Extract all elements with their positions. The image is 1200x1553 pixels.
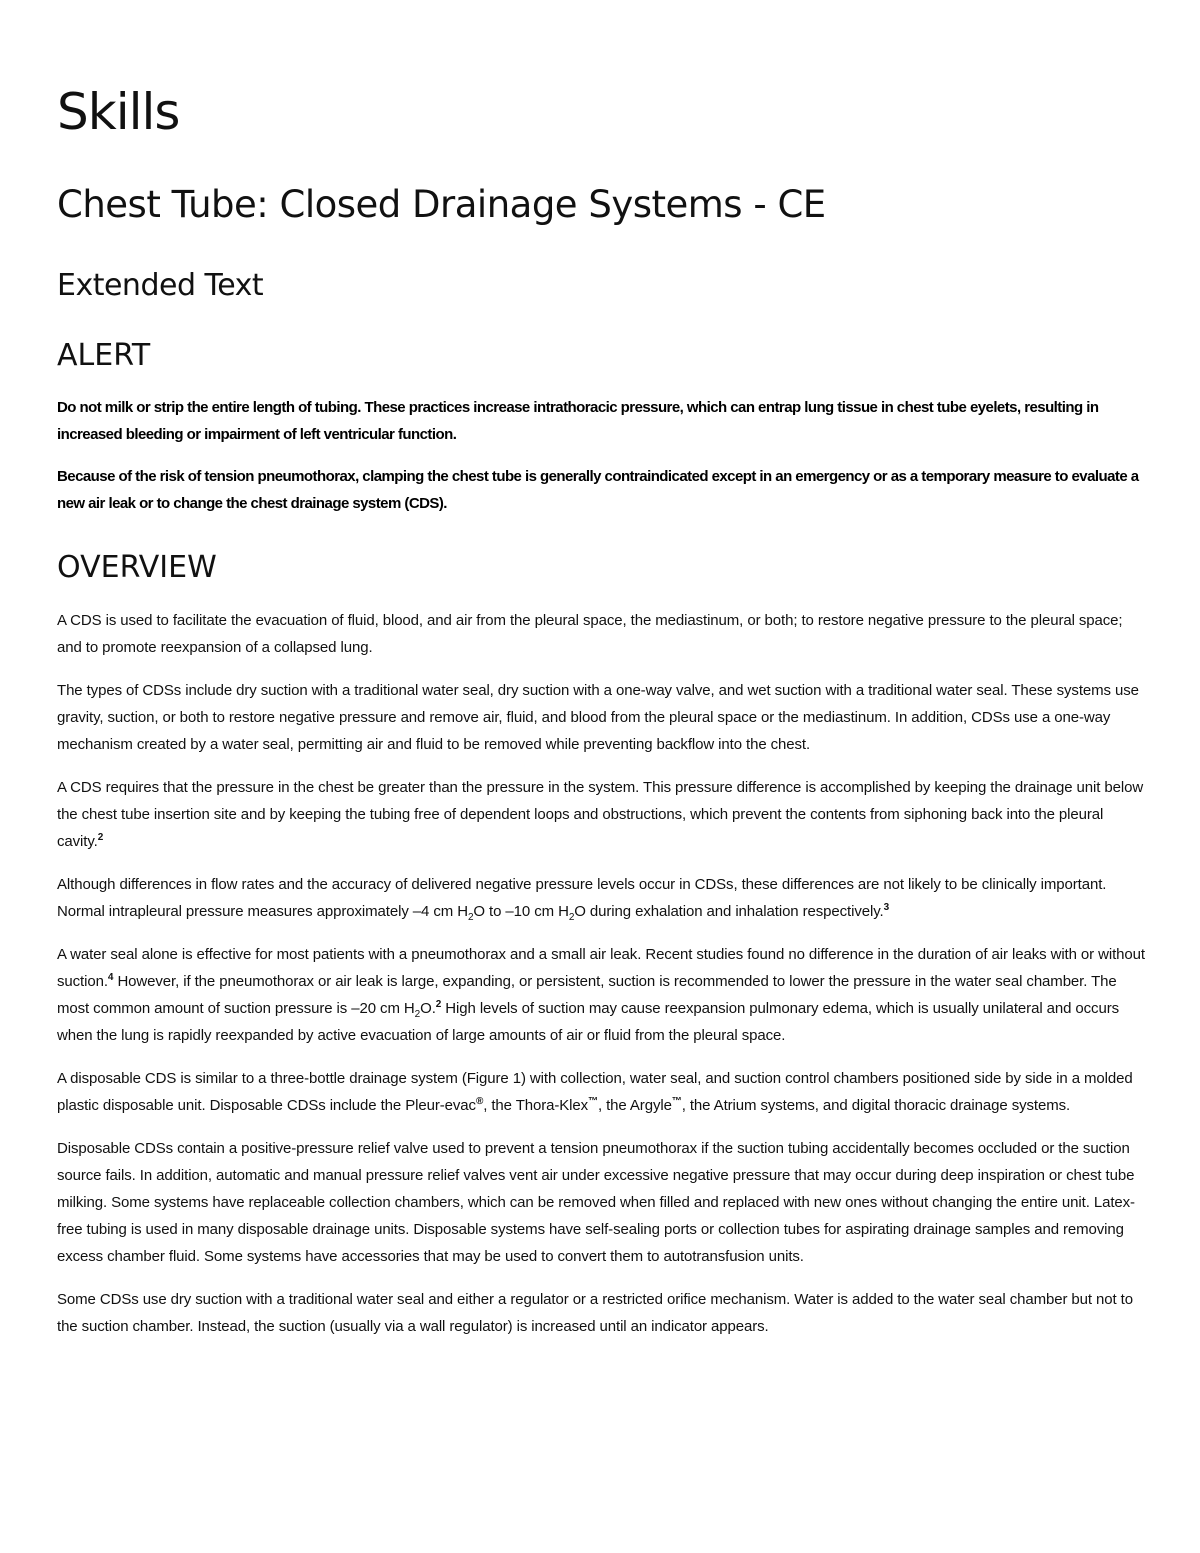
overview-paragraph: A CDS is used to facilitate the evacuation of fluid, blood, and air from the pleural space, the mediastinum, or both; to restore negative pressure to the pleural space; and to promote reexpansion of a collapsed lung. (57, 612, 1123, 656)
subscript: 2 (467, 912, 474, 923)
alert-paragraph: Do not milk or strip the entire length of tubing. These practices increase intrathoracic pressure, which can entrap lung tissue in chest tube eyelets, resulting in increased bleeding or impairment of left ventricular function. (57, 399, 1099, 443)
paragraph-text: A water seal alone is effective for most patients with a pneumothorax and a small air leak. Recent studies found no difference in the duration of air leaks with or without suction. (57, 946, 1145, 990)
trademark-mark: ® (475, 1096, 484, 1107)
paragraph-text: O to –10 cm H (473, 903, 569, 920)
trademark-mark: ™ (588, 1096, 598, 1107)
section-heading: Skills (57, 83, 180, 141)
paragraph-text: , the Atrium systems, and digital thoracic drainage systems. (681, 1097, 1071, 1114)
trademark-mark: ™ (671, 1096, 682, 1107)
paragraph-text: High levels of suction may cause reexpansion pulmonary edema, which is usually unilateral and occurs when the lung is rapidly reexpanded by active evacuation of large amounts of air or fluid from the pleural space. (57, 1000, 1119, 1044)
overview-paragraph: Disposable CDSs contain a positive-pressure relief valve used to prevent a tension pneumothorax if the suction tubing accidentally becomes occluded or the suction source fails. In addition, automatic and manual pressure relief valves vent air under excessive negative pressure that may occur during deep inspiration or chest tube milking. Some systems have replaceable collection chambers, which can be removed when filled and replaced with new ones without changing the entire unit. Latex-free tubing is used in many disposable drainage units. Disposable systems have self-sealing ports or collection tubes for aspirating drainage samples and removing excess chamber fluid. Some systems have accessories that may be used to convert them to autotransfusion units. (57, 1140, 1135, 1265)
reference-link[interactable]: 3 (883, 902, 890, 913)
overview-paragraph (57, 941, 1149, 1049)
paragraph-text: , the Thora-Klex (483, 1097, 589, 1114)
alert-section (57, 394, 1147, 532)
reference-link[interactable]: 2 (435, 999, 442, 1010)
page-title: Chest Tube: Closed Drainage Systems - CE (57, 183, 826, 226)
alert-paragraph: Because of the risk of tension pneumothorax, clamping the chest tube is generally contraindicated except in an emergency or as a temporary measure to evaluate a new air leak or to change the chest drainage system (CDS). (57, 468, 1139, 512)
paragraph-text: A CDS requires that the pressure in the chest be greater than the pressure in the system. This pressure difference is accomplished by keeping the drainage unit below the chest tube insertion site and by keeping the tubing free of dependent loops and obstructions, which prevent the contents from siphoning back into the pleural cavity. (57, 779, 1144, 850)
page-subtitle: Extended Text (57, 268, 264, 303)
overview-paragraph: The types of CDSs include dry suction with a traditional water seal, dry suction with a one-way valve, and wet suction with a traditional water seal. These systems use gravity, suction, or both to restore negative pressure and remove air, fluid, and blood from the pleural space or the mediastinum. In addition, CDSs use a one-way mechanism created by a water seal, permitting air and fluid to be removed while preventing backflow into the chest. (57, 682, 1139, 753)
paragraph-text: A disposable CDS is similar to a three-bottle drainage system (Figure 1) with collection, water seal, and suction control chambers positioned side by side in a molded plastic disposable unit. Disposable CDSs include the Pleur-evac (57, 1070, 1133, 1114)
subscript: 2 (414, 1009, 421, 1020)
overview-paragraph (57, 774, 1149, 855)
overview-paragraph (57, 1065, 1149, 1119)
paragraph-text: O during exhalation and inhalation respectively. (574, 903, 884, 920)
paragraph-text: O. (420, 1000, 436, 1017)
reference-link[interactable]: 2 (97, 832, 104, 843)
subscript: 2 (568, 912, 575, 923)
overview-heading: OVERVIEW (57, 550, 217, 585)
paragraph-text: , the Argyle (597, 1097, 672, 1114)
overview-paragraph (57, 871, 1149, 925)
alert-heading: ALERT (57, 338, 151, 373)
overview-paragraph: Some CDSs use dry suction with a traditional water seal and either a regulator or a restricted orifice mechanism. Water is added to the water seal chamber but not to the suction chamber. Instead, the suction (usually via a wall regulator) is increased until an indicator appears. (57, 1291, 1133, 1335)
paragraph-text: Although differences in flow rates and the accuracy of delivered negative pressure levels occur in CDSs, these differences are not likely to be clinically important. Normal intrapleural pressure measures approximately –4 cm H (57, 876, 1107, 920)
overview-section (57, 607, 1149, 1356)
paragraph-text: However, if the pneumothorax or air leak is large, expanding, or persistent, suction is recommended to lower the pressure in the water seal chamber. The most common amount of suction pressure is –20 cm H (57, 973, 1117, 1017)
reference-link[interactable]: 4 (107, 972, 114, 983)
